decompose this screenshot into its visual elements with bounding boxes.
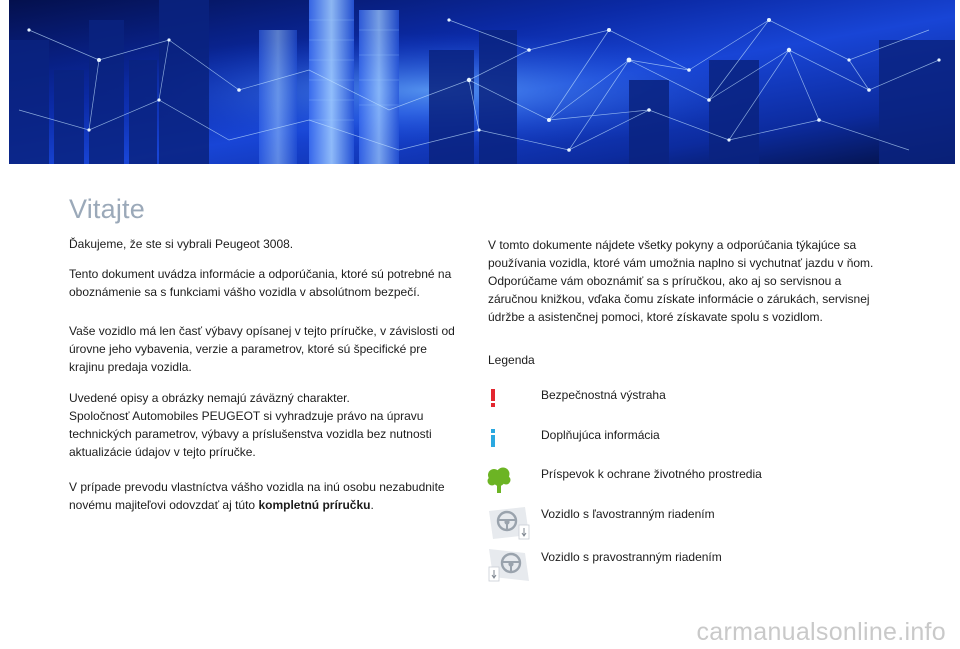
ownership-end: . xyxy=(370,498,374,512)
tree-icon xyxy=(486,466,512,494)
complete-manual-emphasis: kompletnú príručku xyxy=(258,498,371,512)
intro-paragraph: Tento dokument uvádza informácie a odporúčania, ktoré sú potrebné na oboznámenie sa s funkciami vášho vozidla v absolútnom bezpečí. xyxy=(69,267,452,299)
watermark: carmanualsonline.info xyxy=(696,618,946,646)
page-title: Vitajte xyxy=(69,194,145,224)
steering-wheel-right-icon xyxy=(487,547,531,583)
ownership-text: V prípade prevodu vlastníctva vášho vozidla na inú osobu nezabudnite novému majiteľovi odovzdať aj túto xyxy=(69,480,445,512)
legend-title: Legenda xyxy=(488,353,535,367)
legend-label-right-hand-drive: Vozidlo s pravostranným riadením xyxy=(541,550,722,564)
document-intro-paragraph: V tomto dokumente nájdete všetky pokyny a odporúčania týkajúce sa používania vozidla, ktoré vám umožnia naplno si vychutnať jazdu v ňom. Odporúčame vám oboznámiť sa s príručkou, ako aj so servisnou a záručnou knižkou, vďaka čomu získate informácie o zárukách, servisnej údržbe a asistenčnej pomoci, ktoré získavate spolu s vozidlom. xyxy=(488,238,874,324)
legend-label-additional-info: Doplňujúca informácia xyxy=(541,428,660,442)
equipment-paragraph: Vaše vozidlo má len časť výbavy opísanej v tejto príručke, v závislosti od úrovne jeho vybavenia, verzie a parametrov, ktoré sú špecifické pre krajinu predaja vozidla. xyxy=(69,324,455,374)
ownership-transfer-paragraph xyxy=(69,478,464,514)
city-network-illustration xyxy=(9,0,955,164)
legend-label-safety-warning: Bezpečnostná výstraha xyxy=(541,388,666,402)
legend-label-left-hand-drive: Vozidlo s ľavostranným riadením xyxy=(541,507,715,521)
exclamation-icon xyxy=(486,388,500,408)
disclaimer-line-1: Uvedené opisy a obrázky nemajú záväzný charakter. xyxy=(69,391,350,405)
disclaimer-paragraph xyxy=(69,389,464,461)
legend-label-environment: Príspevok k ochrane životného prostredia xyxy=(541,467,762,481)
info-icon xyxy=(486,428,500,448)
header-banner-image xyxy=(9,0,955,164)
welcome-paragraph: Ďakujeme, že ste si vybrali Peugeot 3008. xyxy=(69,237,294,251)
steering-wheel-left-icon xyxy=(487,505,531,541)
disclaimer-line-2: Spoločnosť Automobiles PEUGEOT si vyhradzuje právo na úpravu technických parametrov, výbavy a príslušenstva vozidla bez nutnosti aktualizácie údajov v tejto príručke. xyxy=(69,409,432,459)
